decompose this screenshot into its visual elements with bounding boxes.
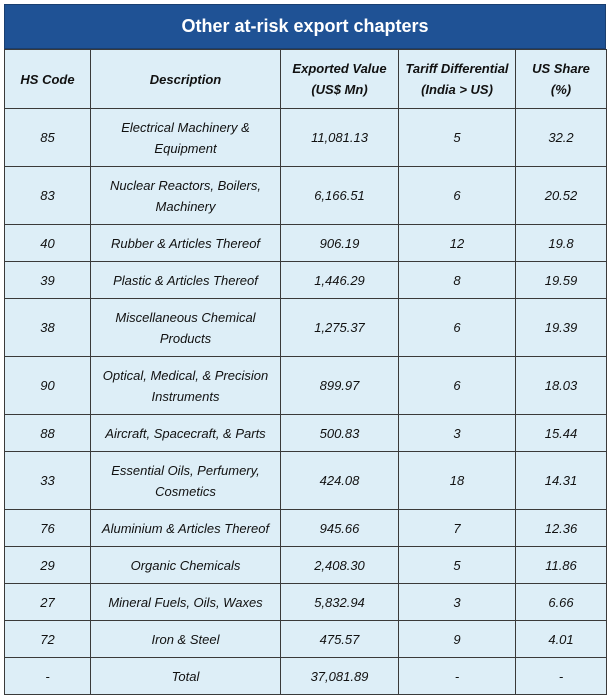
- cell-us-share: 6.66: [516, 584, 607, 621]
- cell-hs-code: 90: [5, 357, 91, 415]
- cell-exported-value: 899.97: [281, 357, 399, 415]
- cell-exported-value: 37,081.89: [281, 658, 399, 695]
- table-row: [5, 415, 607, 452]
- cell-exported-value: 2,408.30: [281, 547, 399, 584]
- cell-tariff: 12: [399, 225, 516, 262]
- cell-hs-code: -: [5, 658, 91, 695]
- table-title: Other at-risk export chapters: [4, 4, 606, 49]
- cell-hs-code: 38: [5, 299, 91, 357]
- cell-us-share: 20.52: [516, 167, 607, 225]
- cell-hs-code: 29: [5, 547, 91, 584]
- cell-us-share: 4.01: [516, 621, 607, 658]
- cell-exported-value: 11,081.13: [281, 109, 399, 167]
- table-row: [5, 109, 607, 167]
- cell-exported-value: 6,166.51: [281, 167, 399, 225]
- cell-description: Plastic & Articles Thereof: [91, 262, 281, 299]
- header-description: Description: [91, 50, 281, 109]
- cell-description: Mineral Fuels, Oils, Waxes: [91, 584, 281, 621]
- cell-tariff: 18: [399, 452, 516, 510]
- cell-description: Nuclear Reactors, Boilers, Machinery: [91, 167, 281, 225]
- header-exported-value-line2: (US$ Mn): [311, 82, 368, 97]
- cell-exported-value: 1,275.37: [281, 299, 399, 357]
- cell-exported-value: 1,446.29: [281, 262, 399, 299]
- cell-hs-code: 39: [5, 262, 91, 299]
- table-row: [5, 167, 607, 225]
- export-chapters-table: [4, 49, 607, 695]
- table-row: [5, 299, 607, 357]
- cell-hs-code: 72: [5, 621, 91, 658]
- table-row: [5, 584, 607, 621]
- cell-exported-value: 945.66: [281, 510, 399, 547]
- header-tariff-line1: Tariff Differential: [405, 61, 509, 76]
- cell-exported-value: 906.19: [281, 225, 399, 262]
- table-row: [5, 225, 607, 262]
- cell-tariff: 3: [399, 584, 516, 621]
- header-exported-value: [281, 50, 399, 109]
- cell-hs-code: 33: [5, 452, 91, 510]
- cell-description: Aluminium & Articles Thereof: [91, 510, 281, 547]
- cell-description: Miscellaneous Chemical Products: [91, 299, 281, 357]
- total-row: [5, 658, 607, 695]
- cell-hs-code: 85: [5, 109, 91, 167]
- table-row: [5, 357, 607, 415]
- cell-hs-code: 40: [5, 225, 91, 262]
- header-hs-code: HS Code: [5, 50, 91, 109]
- cell-us-share: 15.44: [516, 415, 607, 452]
- cell-us-share: -: [516, 658, 607, 695]
- cell-description: Aircraft, Spacecraft, & Parts: [91, 415, 281, 452]
- cell-tariff: 9: [399, 621, 516, 658]
- cell-us-share: 19.59: [516, 262, 607, 299]
- cell-description: Essential Oils, Perfumery, Cosmetics: [91, 452, 281, 510]
- header-tariff-differential: [399, 50, 516, 109]
- cell-description: Electrical Machinery & Equipment: [91, 109, 281, 167]
- cell-tariff: 6: [399, 357, 516, 415]
- cell-hs-code: 27: [5, 584, 91, 621]
- cell-description: Total: [91, 658, 281, 695]
- cell-tariff: 5: [399, 109, 516, 167]
- cell-tariff: 6: [399, 299, 516, 357]
- cell-exported-value: 5,832.94: [281, 584, 399, 621]
- cell-exported-value: 475.57: [281, 621, 399, 658]
- cell-hs-code: 88: [5, 415, 91, 452]
- cell-tariff: 6: [399, 167, 516, 225]
- cell-us-share: 12.36: [516, 510, 607, 547]
- cell-exported-value: 500.83: [281, 415, 399, 452]
- cell-description: Organic Chemicals: [91, 547, 281, 584]
- cell-tariff: -: [399, 658, 516, 695]
- table-row: [5, 621, 607, 658]
- cell-us-share: 18.03: [516, 357, 607, 415]
- cell-us-share: 32.2: [516, 109, 607, 167]
- table-row: [5, 262, 607, 299]
- header-us-share: US Share (%): [516, 50, 607, 109]
- header-exported-value-line1: Exported Value: [292, 61, 387, 76]
- cell-hs-code: 76: [5, 510, 91, 547]
- cell-us-share: 19.8: [516, 225, 607, 262]
- cell-exported-value: 424.08: [281, 452, 399, 510]
- table-row: [5, 452, 607, 510]
- cell-description: Optical, Medical, & Precision Instruments: [91, 357, 281, 415]
- cell-us-share: 11.86: [516, 547, 607, 584]
- cell-description: Iron & Steel: [91, 621, 281, 658]
- table-row: [5, 510, 607, 547]
- cell-tariff: 7: [399, 510, 516, 547]
- cell-tariff: 3: [399, 415, 516, 452]
- cell-hs-code: 83: [5, 167, 91, 225]
- table-row: [5, 547, 607, 584]
- header-row: [5, 50, 607, 109]
- export-table-card: [4, 4, 606, 695]
- cell-description: Rubber & Articles Thereof: [91, 225, 281, 262]
- cell-tariff: 8: [399, 262, 516, 299]
- header-tariff-line2: (India > US): [421, 82, 493, 97]
- cell-tariff: 5: [399, 547, 516, 584]
- cell-us-share: 14.31: [516, 452, 607, 510]
- cell-us-share: 19.39: [516, 299, 607, 357]
